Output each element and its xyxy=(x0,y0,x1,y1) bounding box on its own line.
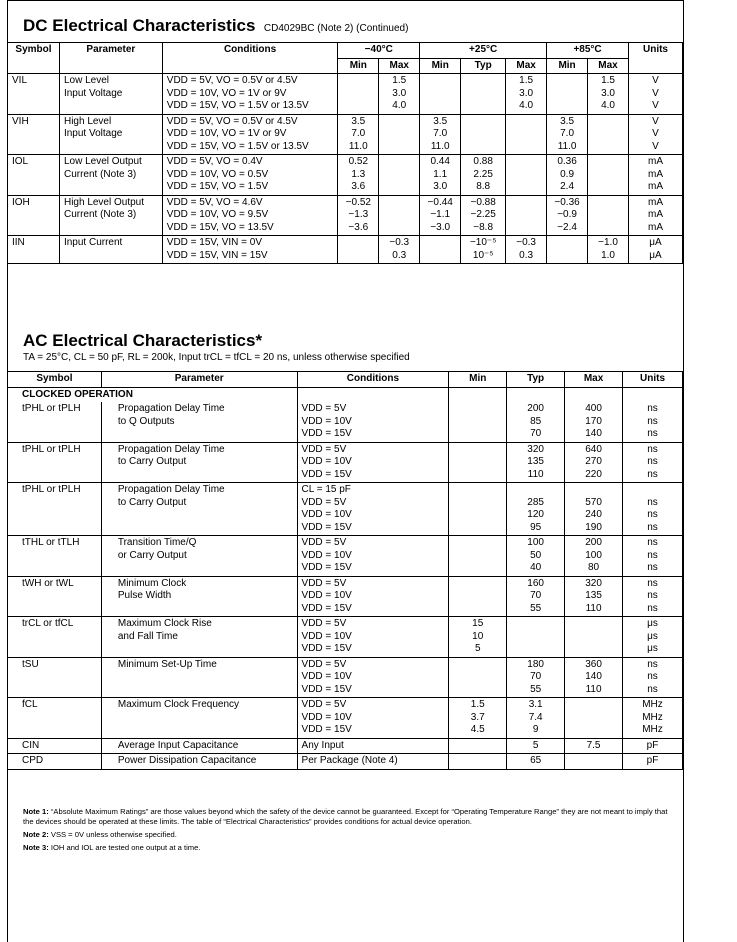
dc-symbol: VIL xyxy=(8,74,60,115)
ac-parameter: Minimum Set-Up Time xyxy=(101,657,297,698)
ac-col-min: Min xyxy=(449,372,507,388)
dc-value-p25min: 0.44 1.1 3.0 xyxy=(420,155,461,196)
dc-value-m40min: −0.52 −1.3 −3.6 xyxy=(338,195,379,236)
note-1-text: “Absolute Maximum Ratings” are those values beyond which the safety of the device cannot be guaranteed. Except for “Operating Temperature Range” they are not meant to imply that the devices should be operated at these limits. The table of “Electrical Characteristics” provides conditions for actual device operation. xyxy=(23,807,668,826)
dc-sub-min: Min xyxy=(420,58,461,74)
ac-row xyxy=(8,483,683,536)
ac-max: 320 135 110 xyxy=(565,576,623,617)
dc-parameter: Input Current xyxy=(59,236,162,264)
dc-symbol: IIN xyxy=(8,236,60,264)
ac-row xyxy=(8,576,683,617)
dc-value-p25max xyxy=(506,195,547,236)
ac-conditions: VDD = 5V VDD = 10V VDD = 15V xyxy=(297,442,449,483)
dc-value-p25max: 1.5 3.0 4.0 xyxy=(506,74,547,115)
dc-sub-max: Max xyxy=(506,58,547,74)
ac-units: ns ns ns xyxy=(623,402,683,442)
ac-conditions: VDD = 5V VDD = 10V VDD = 15V xyxy=(297,576,449,617)
note-3 xyxy=(23,843,673,853)
ac-col-symbol: Symbol xyxy=(8,372,102,388)
dc-value-m40min: 3.5 7.0 11.0 xyxy=(338,114,379,155)
ac-parameter: Minimum Clock Pulse Width xyxy=(101,576,297,617)
dc-units: V V V xyxy=(628,114,682,155)
dc-units: μA μA xyxy=(628,236,682,264)
ac-conditions: Per Package (Note 4) xyxy=(297,754,449,770)
dc-value-p25min xyxy=(420,236,461,264)
note-2 xyxy=(23,830,673,840)
dc-value-p25min: 3.5 7.0 11.0 xyxy=(420,114,461,155)
dc-row xyxy=(8,236,683,264)
dc-col-m40: −40°C xyxy=(338,43,420,59)
ac-row xyxy=(8,754,683,770)
ac-max: 7.5 xyxy=(565,738,623,754)
ac-units: μs μs μs xyxy=(623,617,683,658)
dc-conditions: VDD = 15V, VIN = 0V VDD = 15V, VIN = 15V xyxy=(162,236,338,264)
dc-symbol: IOL xyxy=(8,155,60,196)
ac-parameter: Propagation Delay Time to Q Outputs xyxy=(101,402,297,442)
ac-col-units: Units xyxy=(623,372,683,388)
ac-max xyxy=(565,754,623,770)
dc-row xyxy=(8,195,683,236)
ac-conditions: VDD = 5V VDD = 10V VDD = 15V xyxy=(297,698,449,739)
dc-title xyxy=(23,16,408,36)
dc-value-m40min xyxy=(338,74,379,115)
dc-value-p25typ: 0.88 2.25 8.8 xyxy=(461,155,506,196)
note-1-label: Note 1: xyxy=(23,807,49,816)
ac-min xyxy=(449,402,507,442)
dc-body xyxy=(8,74,683,264)
dc-value-p85min: 0.36 0.9 2.4 xyxy=(547,155,588,196)
section-label: CLOCKED OPERATION xyxy=(8,387,298,402)
section-spacer xyxy=(565,387,623,402)
ac-typ: 285 120 95 xyxy=(507,483,565,536)
dc-conditions: VDD = 5V, VO = 0.4V VDD = 10V, VO = 0.5V VDD = 15V, VO = 1.5V xyxy=(162,155,338,196)
dc-table xyxy=(7,42,683,264)
ac-typ: 5 xyxy=(507,738,565,754)
dc-value-p85min: −0.36 −0.9 −2.4 xyxy=(547,195,588,236)
dc-row xyxy=(8,114,683,155)
dc-conditions: VDD = 5V, VO = 4.6V VDD = 10V, VO = 9.5V VDD = 15V, VO = 13.5V xyxy=(162,195,338,236)
dc-value-p85max xyxy=(588,114,629,155)
ac-min xyxy=(449,738,507,754)
ac-units: pF xyxy=(623,738,683,754)
section-spacer xyxy=(623,387,683,402)
ac-min xyxy=(449,483,507,536)
section-spacer xyxy=(507,387,565,402)
ac-max: 640 270 220 xyxy=(565,442,623,483)
ac-row xyxy=(8,738,683,754)
dc-units: mA mA mA xyxy=(628,195,682,236)
ac-row xyxy=(8,657,683,698)
dc-value-p85min xyxy=(547,236,588,264)
ac-conditions: Any Input xyxy=(297,738,449,754)
ac-symbol: tPHL or tPLH xyxy=(8,402,102,442)
note-2-text: VSS = 0V unless otherwise specified. xyxy=(50,830,177,839)
section-spacer xyxy=(297,387,449,402)
ac-typ: 200 85 70 xyxy=(507,402,565,442)
ac-units: ns ns ns xyxy=(623,483,683,536)
ac-symbol: tPHL or tPLH xyxy=(8,442,102,483)
dc-parameter: High Level Input Voltage xyxy=(59,114,162,155)
dc-value-p85min xyxy=(547,74,588,115)
dc-value-p85max xyxy=(588,195,629,236)
dc-sub-typ: Typ xyxy=(461,58,506,74)
ac-conditions: VDD = 5V VDD = 10V VDD = 15V xyxy=(297,657,449,698)
dc-col-conditions: Conditions xyxy=(162,43,338,74)
ac-min xyxy=(449,657,507,698)
dc-symbol: VIH xyxy=(8,114,60,155)
ac-parameter: Average Input Capacitance xyxy=(101,738,297,754)
ac-typ: 320 135 110 xyxy=(507,442,565,483)
dc-value-p25typ xyxy=(461,114,506,155)
section-spacer xyxy=(449,387,507,402)
dc-value-m40min xyxy=(338,236,379,264)
dc-value-p25typ: −0.88 −2.25 −8.8 xyxy=(461,195,506,236)
ac-symbol: trCL or tfCL xyxy=(8,617,102,658)
dc-sub-max: Max xyxy=(379,58,420,74)
ac-conditions: VDD = 5V VDD = 10V VDD = 15V xyxy=(297,536,449,577)
dc-header-row xyxy=(8,43,683,59)
ac-parameter: Transition Time/Q or Carry Output xyxy=(101,536,297,577)
dc-sub-min: Min xyxy=(338,58,379,74)
ac-conditions: VDD = 5V VDD = 10V VDD = 15V xyxy=(297,617,449,658)
dc-value-p25typ xyxy=(461,74,506,115)
dc-col-25: +25°C xyxy=(420,43,547,59)
ac-row xyxy=(8,402,683,442)
dc-value-p25min: −0.44 −1.1 −3.0 xyxy=(420,195,461,236)
ac-col-conditions: Conditions xyxy=(297,372,449,388)
ac-min xyxy=(449,576,507,617)
dc-parameter: Low Level Input Voltage xyxy=(59,74,162,115)
dc-value-p85max: −1.0 1.0 xyxy=(588,236,629,264)
dc-row xyxy=(8,155,683,196)
ac-parameter: Propagation Delay Time to Carry Output xyxy=(101,442,297,483)
dc-value-p25typ: −10⁻⁵ 10⁻⁵ xyxy=(461,236,506,264)
ac-body xyxy=(8,387,683,769)
ac-symbol: tTHL or tTLH xyxy=(8,536,102,577)
dc-col-parameter: Parameter xyxy=(59,43,162,74)
ac-symbol: fCL xyxy=(8,698,102,739)
dc-value-p85min: 3.5 7.0 11.0 xyxy=(547,114,588,155)
dc-col-units: Units xyxy=(628,43,682,74)
ac-title: AC Electrical Characteristics* xyxy=(23,331,263,350)
ac-units: ns ns ns xyxy=(623,536,683,577)
ac-min xyxy=(449,754,507,770)
note-1 xyxy=(23,807,673,827)
dc-value-p25max: −0.3 0.3 xyxy=(506,236,547,264)
dc-row xyxy=(8,74,683,115)
dc-value-p25max xyxy=(506,114,547,155)
ac-row xyxy=(8,536,683,577)
ac-max: 570 240 190 xyxy=(565,483,623,536)
ac-conditions: CL = 15 pF VDD = 5V VDD = 10V VDD = 15V xyxy=(297,483,449,536)
ac-max xyxy=(565,617,623,658)
dc-value-p25max xyxy=(506,155,547,196)
ac-conditions: VDD = 5V VDD = 10V VDD = 15V xyxy=(297,402,449,442)
top-rule xyxy=(7,0,683,1)
ac-units: ns ns ns xyxy=(623,442,683,483)
ac-parameter: Maximum Clock Rise and Fall Time xyxy=(101,617,297,658)
ac-header-row xyxy=(8,372,683,388)
ac-section-row xyxy=(8,387,683,402)
dc-value-p85max: 1.5 3.0 4.0 xyxy=(588,74,629,115)
note-2-label: Note 2: xyxy=(23,830,49,839)
notes xyxy=(23,807,673,856)
note-3-text: IOH and IOL are tested one output at a time. xyxy=(50,843,201,852)
ac-conditions-line: TA = 25°C, CL = 50 pF, RL = 200k, Input trCL = tfCL = 20 ns, unless otherwise specified xyxy=(23,352,410,363)
ac-parameter: Power Dissipation Capacitance xyxy=(101,754,297,770)
dc-units: mA mA mA xyxy=(628,155,682,196)
ac-row xyxy=(8,617,683,658)
ac-col-max: Max xyxy=(565,372,623,388)
ac-symbol: tWH or tWL xyxy=(8,576,102,617)
ac-row xyxy=(8,698,683,739)
ac-units: MHz MHz MHz xyxy=(623,698,683,739)
dc-value-m40max xyxy=(379,114,420,155)
dc-col-85: +85°C xyxy=(547,43,629,59)
dc-conditions: VDD = 5V, VO = 0.5V or 4.5V VDD = 10V, VO = 1V or 9V VDD = 15V, VO = 1.5V or 13.5V xyxy=(162,114,338,155)
dc-units: V V V xyxy=(628,74,682,115)
ac-symbol: tPHL or tPLH xyxy=(8,483,102,536)
ac-max: 360 140 110 xyxy=(565,657,623,698)
dc-subtitle: CD4029BC (Note 2) (Continued) xyxy=(263,23,409,34)
ac-typ: 100 50 40 xyxy=(507,536,565,577)
dc-value-m40max xyxy=(379,195,420,236)
ac-row xyxy=(8,442,683,483)
ac-typ xyxy=(507,617,565,658)
dc-parameter: High Level Output Current (Note 3) xyxy=(59,195,162,236)
dc-value-m40max: 1.5 3.0 4.0 xyxy=(379,74,420,115)
dc-parameter: Low Level Output Current (Note 3) xyxy=(59,155,162,196)
dc-title-text: DC Electrical Characteristics xyxy=(23,16,256,35)
ac-parameter: Propagation Delay Time to Carry Output xyxy=(101,483,297,536)
ac-symbol: CIN xyxy=(8,738,102,754)
ac-units: ns ns ns xyxy=(623,576,683,617)
dc-col-symbol: Symbol xyxy=(8,43,60,74)
dc-value-m40max: −0.3 0.3 xyxy=(379,236,420,264)
ac-max: 200 100 80 xyxy=(565,536,623,577)
dc-value-m40min: 0.52 1.3 3.6 xyxy=(338,155,379,196)
dc-value-m40max xyxy=(379,155,420,196)
dc-value-p85max xyxy=(588,155,629,196)
ac-typ: 180 70 55 xyxy=(507,657,565,698)
ac-max xyxy=(565,698,623,739)
dc-sub-min: Min xyxy=(547,58,588,74)
ac-units: pF xyxy=(623,754,683,770)
dc-sub-max: Max xyxy=(588,58,629,74)
ac-min: 15 10 5 xyxy=(449,617,507,658)
ac-typ: 3.1 7.4 9 xyxy=(507,698,565,739)
ac-typ: 65 xyxy=(507,754,565,770)
ac-symbol: tSU xyxy=(8,657,102,698)
ac-table xyxy=(7,371,683,770)
dc-value-p25min xyxy=(420,74,461,115)
ac-symbol: CPD xyxy=(8,754,102,770)
ac-units: ns ns ns xyxy=(623,657,683,698)
note-3-label: Note 3: xyxy=(23,843,49,852)
dc-symbol: IOH xyxy=(8,195,60,236)
ac-max: 400 170 140 xyxy=(565,402,623,442)
ac-parameter: Maximum Clock Frequency xyxy=(101,698,297,739)
ac-typ: 160 70 55 xyxy=(507,576,565,617)
ac-min: 1.5 3.7 4.5 xyxy=(449,698,507,739)
ac-min xyxy=(449,442,507,483)
dc-conditions: VDD = 5V, VO = 0.5V or 4.5V VDD = 10V, VO = 1V or 9V VDD = 15V, VO = 1.5V or 13.5V xyxy=(162,74,338,115)
ac-min xyxy=(449,536,507,577)
ac-col-typ: Typ xyxy=(507,372,565,388)
ac-col-parameter: Parameter xyxy=(101,372,297,388)
